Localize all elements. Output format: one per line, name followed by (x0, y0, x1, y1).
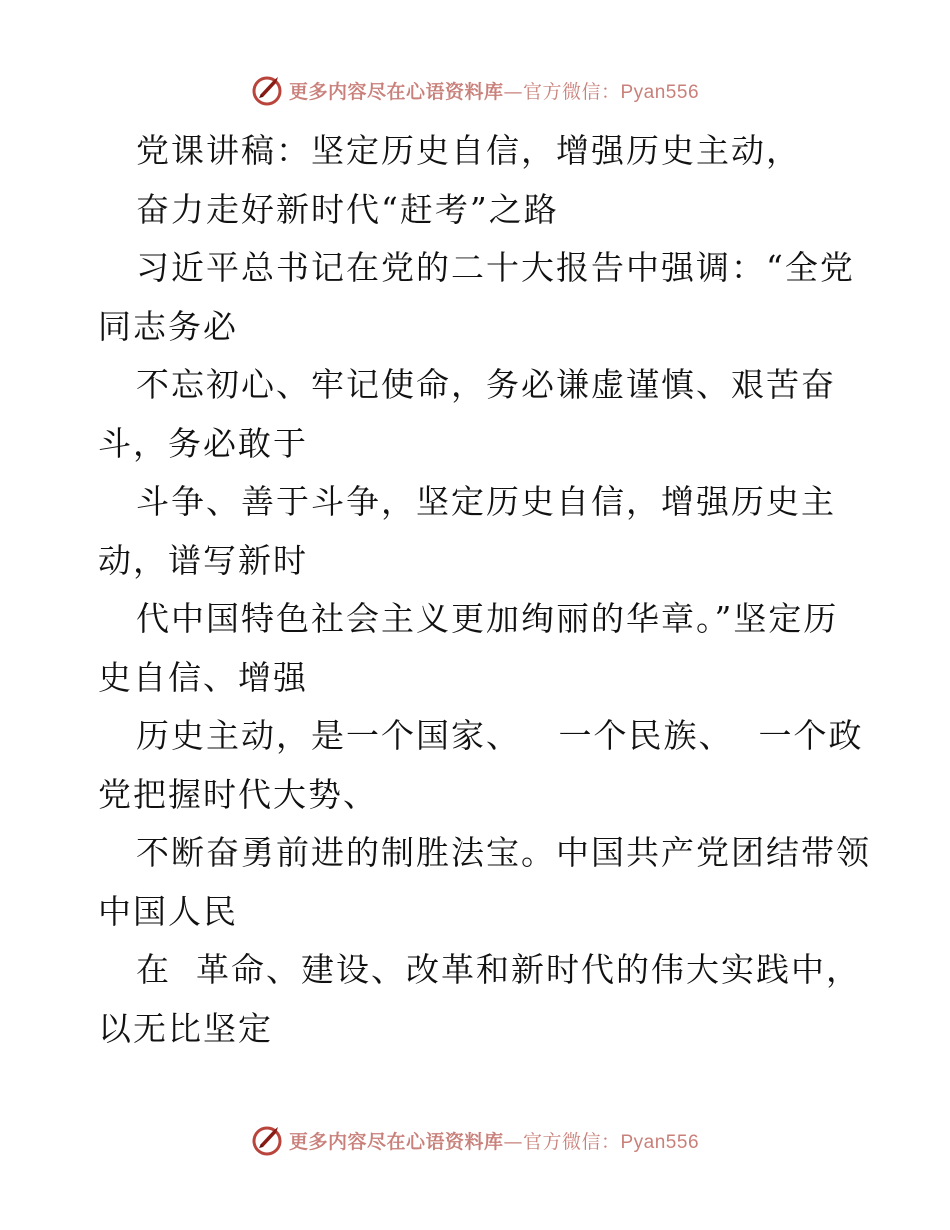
paragraph-line: 党把握时代大势、 (98, 774, 378, 814)
wechat-label: 官方微信： (522, 1130, 621, 1153)
wechat-label: 官方微信： (522, 80, 621, 103)
banner-text (289, 77, 699, 104)
paragraph-line: 不断奋勇前进的制胜法宝。中国共产党团结带领 (136, 833, 871, 872)
paragraph-line: 代中国特色社会主义更加绚丽的华章。”坚定历 (136, 599, 839, 638)
paragraph-line: 历史主动，是一个国家、 一个民族、 一个政 (136, 716, 864, 755)
paragraph-line: 习近平总书记在党的二十大报告中强调：“全党 (136, 248, 855, 287)
brand-text: 更多内容尽在心语资料库 (288, 1130, 504, 1153)
paragraph-line: 斗，务必敢于 (98, 423, 308, 463)
paragraph-line: 以无比坚定 (98, 1008, 273, 1048)
pen-logo-icon (251, 73, 285, 107)
footer-banner (0, 1120, 950, 1160)
separator: — (503, 1130, 523, 1153)
wechat-id: Pyan556 (620, 1131, 700, 1153)
wechat-id: Pyan556 (620, 81, 700, 103)
paragraph-line: 史自信、增强 (98, 657, 308, 697)
paragraph-line: 中国人民 (98, 891, 238, 931)
title-line-1: 党课讲稿：坚定历史自信，增强历史主动， (136, 131, 801, 170)
separator: — (503, 80, 523, 103)
brand-text: 更多内容尽在心语资料库 (288, 80, 504, 103)
paragraph-line: 同志务必 (98, 306, 238, 346)
paragraph-line: 斗争、善于斗争，坚定历史自信，增强历史主 (136, 482, 836, 521)
paragraph-line: 不忘初心、牢记使命，务必谦虚谨慎、艰苦奋 (136, 365, 836, 404)
document-body (98, 122, 871, 1058)
banner-text (289, 1127, 699, 1154)
header-banner (0, 70, 950, 110)
paragraph-line: 在 革命、建设、改革和新时代的伟大实践中， (136, 950, 861, 989)
paragraph-line: 动，谱写新时 (98, 540, 308, 580)
pen-logo-icon (251, 1123, 285, 1157)
title-line-2: 奋力走好新时代“赶考”之路 (136, 189, 559, 229)
